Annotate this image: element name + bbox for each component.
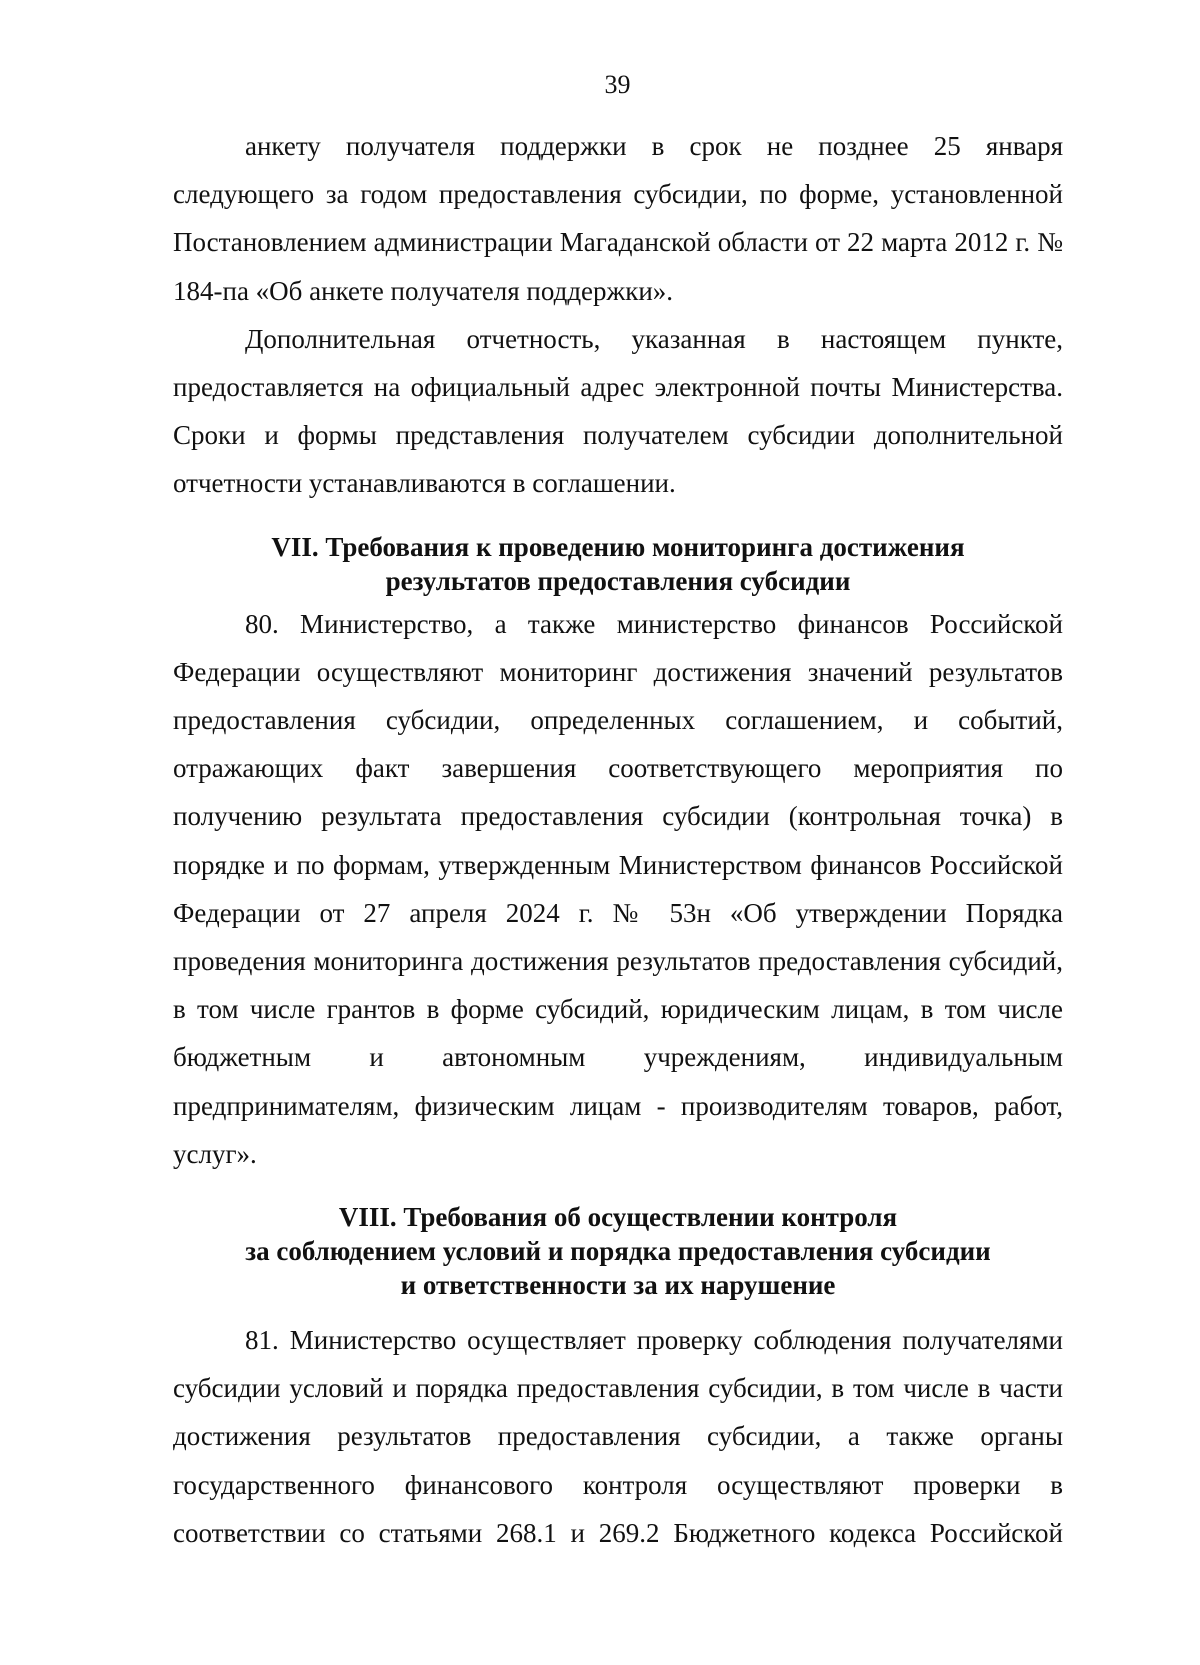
paragraph-questionnaire: анкету получателя поддержки в срок не позднее 25 января следующего за годом предоставления субсидии, по форме, установленной Постановлением администрации Магаданской области от 22 марта 2012 г. № 184-па «Об анкете получателя поддержки». <box>173 131 1063 306</box>
paragraph-additional-reporting: Дополнительная отчетность, указанная в настоящем пункте, предоставляется на официальный адрес электронной почты Министерства. Сроки и формы представления получателем субсидии дополнительной отчетности устанавливаются в соглашении. <box>173 323 1063 499</box>
section-viii-heading <box>173 1200 1063 1302</box>
section-vii-heading-line-1: VII. Требования к проведению мониторинга достижения <box>271 531 965 562</box>
section-viii-heading-line-1: VIII. Требования об осуществлении контроля <box>338 1202 898 1233</box>
paragraph-81-control: 81. Министерство осуществляет проверку соблюдения получателями субсидии условий и порядка предоставления субсидии, в том числе в части достижения результатов предоставления субсидии, а также органы государственного финансового контроля осуществляют проверки в соответствии со статьями 268.1 и 269.2 Бюджетного кодекса Российской <box>173 1325 1063 1548</box>
document-body <box>173 122 1063 1557</box>
section-viii-heading-line-3: и ответственности за их нарушение <box>400 1270 836 1301</box>
paragraph-80-monitoring: 80. Министерство, а также министерство финансов Российской Федерации осуществляют мониторинг достижения значений результатов предоставления субсидии, определенных соглашением, и событий, отражающих факт завершения соответствующего мероприятия по получению результата предоставления субсидии (контрольная точка) в порядке и по формам, утвержденным Министерством финансов Российской Федерации от 27 апреля 2024 г. № 53н «Об утверждении Порядка проведения мониторинга достижения результатов предоставления субсидий, в том числе грантов в форме субсидий, юридическим лицам, в том числе бюджетным и автономным учреждениям, индивидуальным предпринимателям, физическим лицам - производителям товаров, работ, услуг». <box>173 608 1063 1169</box>
section-vii-heading <box>173 530 1063 598</box>
section-viii-heading-line-2: за соблюдением условий и порядка предоставления субсидии <box>245 1236 991 1267</box>
section-vii-heading-line-2: результатов предоставления субсидии <box>385 565 851 596</box>
page-number: 39 <box>604 70 631 99</box>
